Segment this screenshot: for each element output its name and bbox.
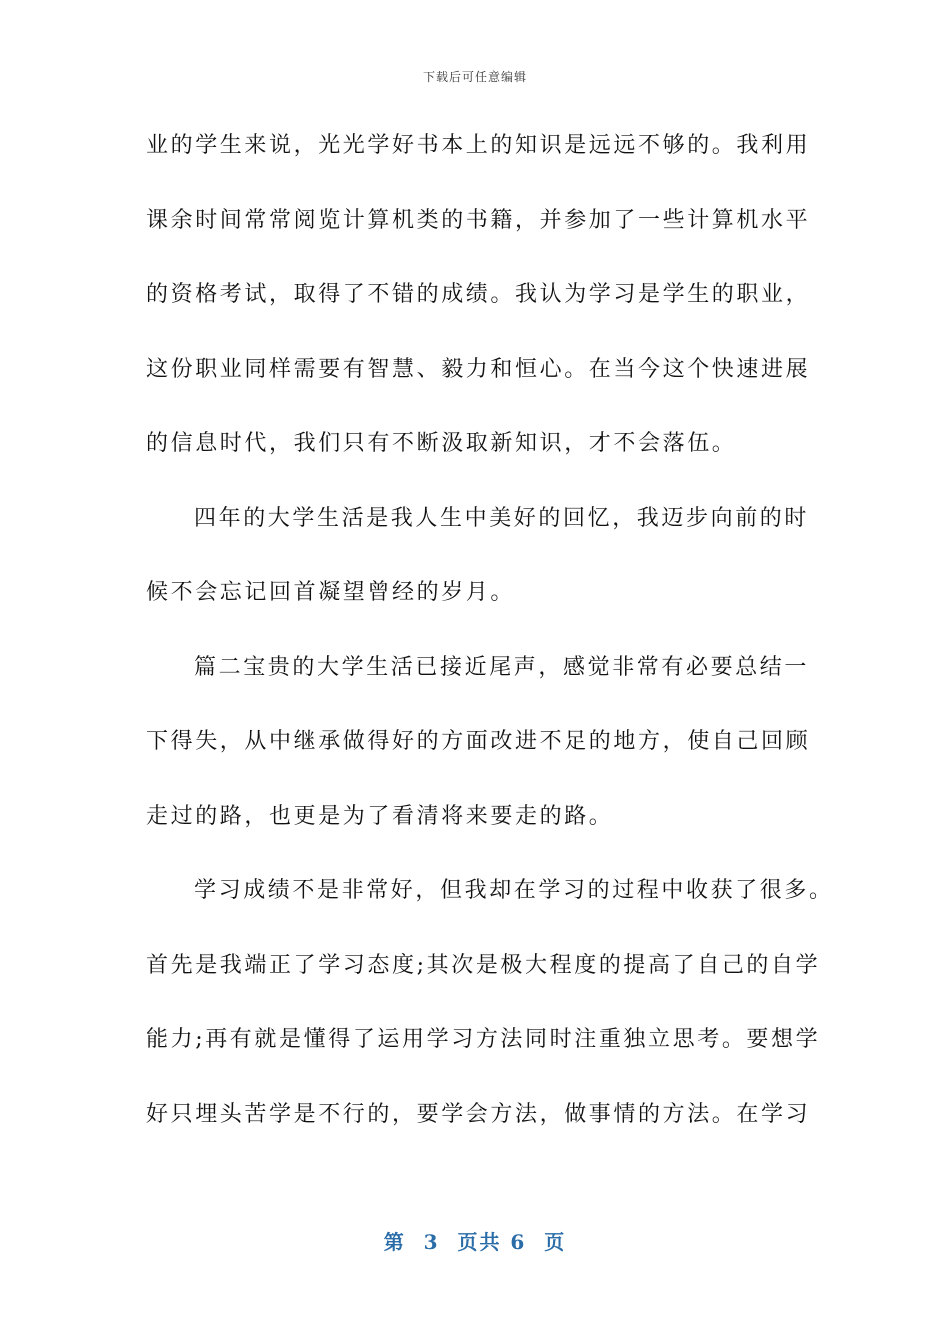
text-line-2: 课余时间常常阅览计算机类的书籍，并参加了一些计算机水平 [146,207,811,233]
text-line-4: 这份职业同样需要有智慧、毅力和恒心。在当今这个快速进展 [146,356,811,382]
document-body [146,126,834,1169]
text-line-6: 四年的大学生活是我人生中美好的回忆，我迈步向前的时 [194,505,810,531]
text-line-8: 篇二宝贵的大学生活已接近尾声，感觉非常有必要总结一 [194,654,810,680]
text-line-12: 首先是我端正了学习态度;其次是极大程度的提高了自己的自学 [146,952,821,978]
text-line-1: 业的学生来说，光光学好书本上的知识是远远不够的。我利用 [146,133,811,158]
page-number-footer: 第 3 页共 6 页 [383,1230,567,1254]
text-line-3: 的资格考试，取得了不错的成绩。我认为学习是学生的职业， [146,282,811,307]
header-note: 下载后可任意编辑 [422,70,527,84]
text-line-5: 的信息时代，我们只有不断汲取新知识，才不会落伍。 [146,431,737,456]
text-line-9: 下得失，从中继承做得好的方面改进不足的地方，使自己回顾 [146,729,811,754]
text-line-13: 能力;再有就是懂得了运用学习方法同时注重独立思考。要想学 [146,1027,821,1052]
text-line-10: 走过的路，也更是为了看清将来要走的路。 [146,803,614,829]
text-line-7: 候不会忘记回首凝望曾经的岁月。 [146,580,516,605]
text-line-14: 好只埋头苦学是不行的，要学会方法，做事情的方法。在学习 [146,1101,811,1127]
text-line-11: 学习成绩不是非常好，但我却在学习的过程中收获了很多。 [194,878,834,903]
